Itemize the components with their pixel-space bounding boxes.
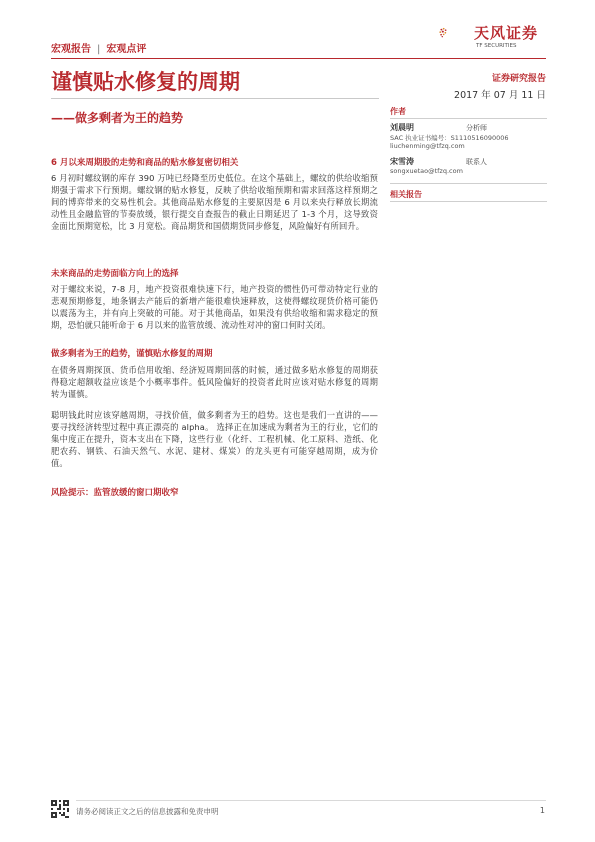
author-name: 宋雪涛: [390, 157, 414, 166]
body-paragraph: 对于螺纹来说，7-8 月，地产投资很难快速下行，地产投资的惯性仍可带动特定行业的悲观预期修复，地条钢去产能后的新增产能很难快速释放，这使得螺纹现货价格可能仍以震荡为主，并有向上突破的可能。对于其他商品，如果没有供给收缩和需求稳定的预期，恐怕就只能听命于 6 月以来的监管放缓、流动性对冲的窗口何时关闭。: [51, 284, 378, 331]
disclaimer-note: 请务必阅读正文之后的信息披露和免责申明: [76, 807, 219, 816]
section-heading: 6 月以来周期股的走势和商品的贴水修复密切相关: [51, 158, 239, 168]
logo-text-en: TF SECURITIES: [476, 43, 517, 49]
tf-logo-icon: [438, 14, 472, 52]
body-paragraph: 聪明钱此时应该穿越周期，寻找价值，做多剩者为王的趋势。这也是我们一直讲的——要寻找经济转型过程中真正漂亮的 alpha。 选择正在加速成为剩者为王的行业，它们的集中度正在提升，资本支出在下降，这些行业（化纤、工程机械、化工原料、造纸、化肥农药、钢铁、石油天然气、水泥、建材、煤炭）的龙头更有可能穿越周期，成为价值。: [51, 410, 378, 469]
author-license: SAC 执业证书编号：S1110516090006: [390, 134, 509, 142]
page-title: 谨慎贴水修复的周期: [51, 70, 240, 94]
author-role: 分析师: [466, 124, 487, 132]
section-heading: 未来商品的走势面临方向上的选择: [51, 269, 179, 279]
breadcrumb-subcategory: 宏观点评: [106, 44, 147, 55]
breadcrumb: [51, 40, 146, 55]
related-divider-top: [390, 183, 547, 184]
section-heading: 做多剩者为王的趋势，谨慎贴水修复的周期: [51, 349, 213, 359]
author-role: 联系人: [466, 158, 487, 166]
body-paragraph: 在债务周期探顶、货币信用收缩、经济短周期回落的时候，通过做多贴水修复的周期获得稳定超额收益应该是个小概率事件。低风险偏好的投资者此时应该对贴水修复的周期转为谨慎。: [51, 365, 378, 400]
qr-code-icon: [51, 800, 69, 818]
related-reports-heading: 相关报告: [390, 190, 422, 199]
footer-rule: [76, 800, 546, 801]
author-email[interactable]: liuchenming@tfzq.com: [390, 142, 465, 150]
breadcrumb-separator: |: [97, 44, 101, 55]
logo-text-cn: 天风证券: [474, 24, 539, 42]
body-paragraph: 6 月初时螺纹钢的库存 390 万吨已经降至历史低位。在这个基础上，螺纹的供给收缩预期强于需求下行预期。螺纹钢的贴水修复，反映了供给收缩预期和需求回落这样预期之间的博弈带来的交易性机会。其他商品贴水修复的主要原因是 6 月以来央行释放长期流动性且金融监管的节奏放缓，银行提交自查报告的截止日期延迟了 1-3 个月，这导致资金面比预期宽松，比 3 月宽松。商品期货和国债期货同步修复，风险偏好有所回升。: [51, 173, 378, 232]
authors-divider: [390, 118, 547, 119]
author-name: 刘晨明: [390, 123, 414, 132]
risk-warning-heading: 风险提示：监管放缓的窗口期收窄: [51, 488, 179, 498]
breadcrumb-category: 宏观报告: [51, 44, 91, 55]
header-rule: [51, 58, 546, 59]
report-type: 证券研究报告: [491, 74, 546, 84]
related-divider: [390, 201, 547, 202]
author-email[interactable]: songxuetao@tfzq.com: [390, 167, 463, 175]
page-subtitle: ——做多剩者为王的趋势: [51, 111, 184, 125]
report-date: 2017 年 07 月 11 日: [454, 90, 546, 101]
title-divider: [51, 98, 379, 99]
page-number: 1: [539, 806, 545, 815]
authors-heading: 作者: [390, 107, 406, 116]
